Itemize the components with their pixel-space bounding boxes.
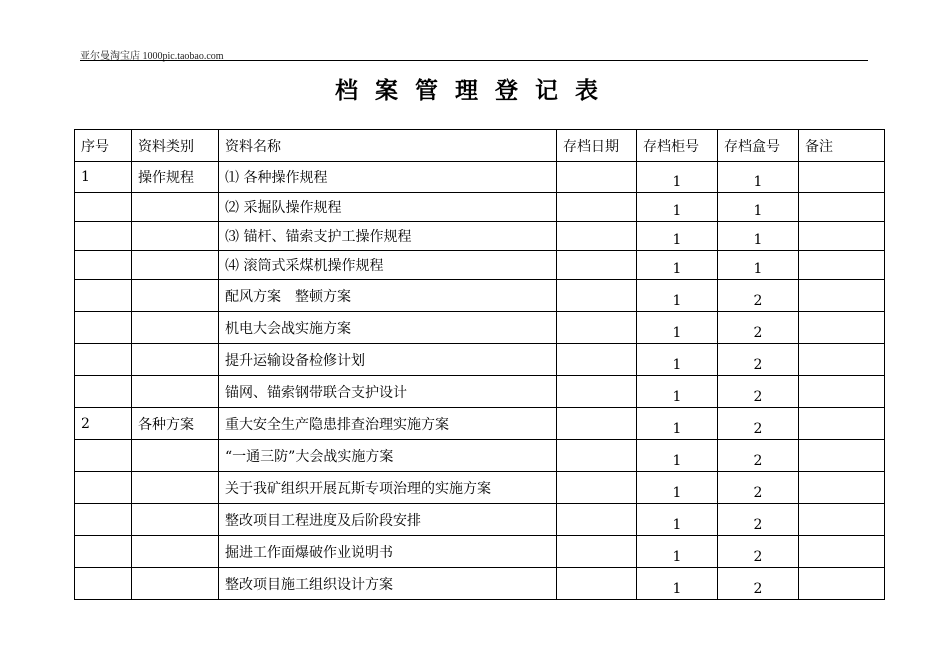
table-row: [75, 193, 885, 222]
cell-category: [132, 536, 219, 568]
cell-seq: [75, 193, 132, 222]
table-row: [75, 408, 885, 440]
table-row: [75, 376, 885, 408]
cell-note: [799, 251, 885, 280]
header-rule: [80, 60, 868, 61]
cell-name: ⑶ 锚杆、锚索支护工操作规程: [219, 222, 557, 251]
cell-box: 1: [718, 162, 799, 193]
cell-category: [132, 568, 219, 600]
table-row: [75, 472, 885, 504]
cell-cabinet: 1: [637, 193, 718, 222]
cell-box: 2: [718, 504, 799, 536]
cell-note: [799, 193, 885, 222]
cell-seq: [75, 280, 132, 312]
table-row: [75, 222, 885, 251]
table-row: [75, 440, 885, 472]
cell-cabinet: 1: [637, 568, 718, 600]
table-row: [75, 162, 885, 193]
cell-date: [557, 162, 637, 193]
cell-cabinet: 1: [637, 376, 718, 408]
cell-box: 2: [718, 312, 799, 344]
cell-category: [132, 312, 219, 344]
cell-note: [799, 536, 885, 568]
cell-note: [799, 440, 885, 472]
cell-category: [132, 376, 219, 408]
table-header-row: [75, 130, 885, 162]
cell-cabinet: 1: [637, 472, 718, 504]
cell-note: [799, 312, 885, 344]
cell-date: [557, 376, 637, 408]
cell-box: 2: [718, 536, 799, 568]
cell-cabinet: 1: [637, 251, 718, 280]
cell-seq: [75, 376, 132, 408]
cell-date: [557, 222, 637, 251]
cell-box: 1: [718, 193, 799, 222]
col-header-cabinet: 存档柜号: [637, 130, 718, 162]
cell-note: [799, 344, 885, 376]
cell-name: 提升运输设备检修计划: [219, 344, 557, 376]
cell-box: 2: [718, 472, 799, 504]
cell-box: 2: [718, 376, 799, 408]
cell-name: 锚网、锚索钢带联合支护设计: [219, 376, 557, 408]
cell-date: [557, 193, 637, 222]
cell-category: [132, 222, 219, 251]
cell-cabinet: 1: [637, 408, 718, 440]
col-header-category: 资料类别: [132, 130, 219, 162]
cell-date: [557, 251, 637, 280]
cell-cabinet: 1: [637, 344, 718, 376]
cell-seq: [75, 251, 132, 280]
cell-date: [557, 408, 637, 440]
cell-date: [557, 568, 637, 600]
cell-date: [557, 312, 637, 344]
cell-name: 整改项目施工组织设计方案: [219, 568, 557, 600]
cell-cabinet: 1: [637, 222, 718, 251]
cell-cabinet: 1: [637, 312, 718, 344]
col-header-box: 存档盒号: [718, 130, 799, 162]
cell-box: 1: [718, 222, 799, 251]
cell-date: [557, 440, 637, 472]
cell-box: 2: [718, 280, 799, 312]
cell-cabinet: 1: [637, 440, 718, 472]
table-row: [75, 536, 885, 568]
cell-box: 2: [718, 568, 799, 600]
cell-box: 1: [718, 251, 799, 280]
cell-date: [557, 280, 637, 312]
cell-note: [799, 162, 885, 193]
archive-register-table: [74, 129, 885, 600]
cell-name: 掘进工作面爆破作业说明书: [219, 536, 557, 568]
cell-name: “一通三防”大会战实施方案: [219, 440, 557, 472]
col-header-date: 存档日期: [557, 130, 637, 162]
table-row: [75, 504, 885, 536]
cell-seq: [75, 222, 132, 251]
cell-cabinet: 1: [637, 162, 718, 193]
cell-category: [132, 280, 219, 312]
table-row: [75, 251, 885, 280]
cell-cabinet: 1: [637, 504, 718, 536]
cell-seq: 1: [75, 162, 132, 193]
cell-date: [557, 504, 637, 536]
cell-note: [799, 222, 885, 251]
table-row: [75, 344, 885, 376]
cell-name: 关于我矿组织开展瓦斯专项治理的实施方案: [219, 472, 557, 504]
cell-seq: [75, 344, 132, 376]
cell-seq: [75, 312, 132, 344]
cell-name: 配风方案 整顿方案: [219, 280, 557, 312]
cell-note: [799, 472, 885, 504]
cell-box: 2: [718, 440, 799, 472]
cell-note: [799, 504, 885, 536]
cell-category: [132, 504, 219, 536]
cell-date: [557, 472, 637, 504]
cell-box: 2: [718, 408, 799, 440]
col-header-name: 资料名称: [219, 130, 557, 162]
cell-cabinet: 1: [637, 280, 718, 312]
cell-seq: [75, 504, 132, 536]
cell-category: [132, 251, 219, 280]
cell-note: [799, 408, 885, 440]
cell-note: [799, 280, 885, 312]
cell-name: 重大安全生产隐患排查治理实施方案: [219, 408, 557, 440]
cell-seq: [75, 440, 132, 472]
table-row: [75, 312, 885, 344]
cell-seq: [75, 536, 132, 568]
cell-seq: [75, 568, 132, 600]
cell-note: [799, 376, 885, 408]
cell-seq: [75, 472, 132, 504]
source-note: 亚尔曼淘宝店 1000pic.taobao.com: [80, 51, 224, 62]
cell-date: [557, 536, 637, 568]
cell-category: [132, 472, 219, 504]
cell-category: 各种方案: [132, 408, 219, 440]
document-title: 档案管理登记表: [335, 78, 615, 104]
cell-name: 整改项目工程进度及后阶段安排: [219, 504, 557, 536]
col-header-note: 备注: [799, 130, 885, 162]
table-row: [75, 568, 885, 600]
cell-name: ⑵ 采掘队操作规程: [219, 193, 557, 222]
cell-category: [132, 344, 219, 376]
cell-seq: 2: [75, 408, 132, 440]
cell-category: [132, 440, 219, 472]
cell-category: [132, 193, 219, 222]
col-header-seq: 序号: [75, 130, 132, 162]
cell-box: 2: [718, 344, 799, 376]
cell-name: 机电大会战实施方案: [219, 312, 557, 344]
cell-cabinet: 1: [637, 536, 718, 568]
cell-name: ⑷ 滚筒式采煤机操作规程: [219, 251, 557, 280]
cell-date: [557, 344, 637, 376]
cell-note: [799, 568, 885, 600]
cell-name: ⑴ 各种操作规程: [219, 162, 557, 193]
cell-category: 操作规程: [132, 162, 219, 193]
table-row: [75, 280, 885, 312]
